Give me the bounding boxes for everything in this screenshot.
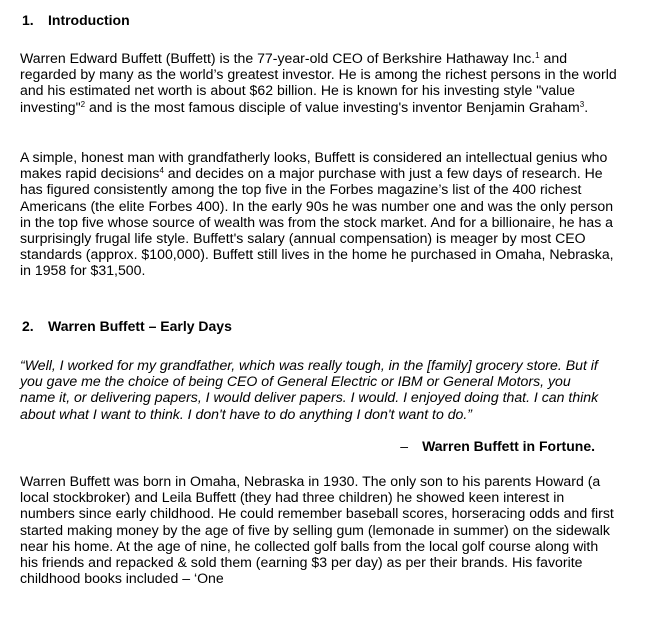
quote-block: “Well, I worked for my grandfather, which was really tough, in the [family] grocery store. But if you gave me the choice of being CEO of General Electric or IBM or General Motors, you name it, or delivering papers, I would deliver papers. I would. I enjoyed doing that. I can think about what I want to think. I don't have to do anything I don't want to do.” [20, 357, 599, 422]
text-run: and is the most famous disciple of value investing's inventor Benjamin Graham [85, 98, 580, 115]
text-run: . [584, 98, 589, 115]
section-heading-introduction [22, 12, 130, 28]
section-number: 2. [22, 318, 34, 334]
footnote-ref-4[interactable]: 4 [159, 166, 164, 176]
attribution-text: Warren Buffett in Fortune. [422, 438, 595, 454]
early-days-paragraph: Warren Buffett was born in Omaha, Nebraska in 1930. The only son to his parents Howard (a local stockbroker) and Leila Buffett (they had three children) he showed keen interest in numbers since early childhood. He could remember baseball scores, horseracing odds and first started making money by the age of five by selling gum (lemonade in summer) on the sidewalk near his home. At the age of nine, he collected golf balls from the local golf course along with his friends and repacked & sold them (earning $3 per day) as per their brands. His favorite childhood books included – ‘One [20, 473, 614, 587]
section-heading-early-days [22, 318, 232, 334]
introduction-paragraph-1 [20, 50, 620, 115]
footnote-ref-1[interactable]: 1 [535, 51, 540, 60]
section-title: Introduction [48, 12, 130, 28]
text-run: and decides on a major purchase with just a few days of research. He has figured consistently among the top five in the Forbes magazine’s list of the 400 richest Americans (the elite Forbes 400). In the early 90s he was number one and was the only person in the top five whose source of wealth was from the stock market. And for a billionaire, he has a surprisingly frugal life style. Buffett's salary (annual compensation) is meager by most CEO standards (approx. $100,000). Buffett still lives in the home he purchased in Omaha, Nebraska, in 1958 for $31,500. [20, 165, 614, 279]
footnote-ref-2[interactable]: 2 [80, 99, 86, 109]
text-run: Warren Edward Buffett (Buffett) is the 77-year-old CEO of Berkshire Hathaway Inc. [20, 50, 536, 66]
footnote-ref-3[interactable]: 3 [579, 99, 585, 109]
attribution-dash: – [400, 438, 409, 454]
quote-attribution [400, 438, 595, 454]
text-run: A simple, honest man with grandfatherly looks, Buffett is considered an intellectual genius who makes rapid decisions [20, 149, 608, 182]
section-number: 1. [22, 12, 34, 28]
introduction-paragraph-2 [20, 149, 620, 279]
text-run: and regarded by many as the world’s greatest investor. He is among the richest persons in the world and his estimated net worth is about $62 billion. He is known for his investing style "value investing" [20, 50, 617, 115]
section-title: Warren Buffett – Early Days [48, 318, 232, 334]
